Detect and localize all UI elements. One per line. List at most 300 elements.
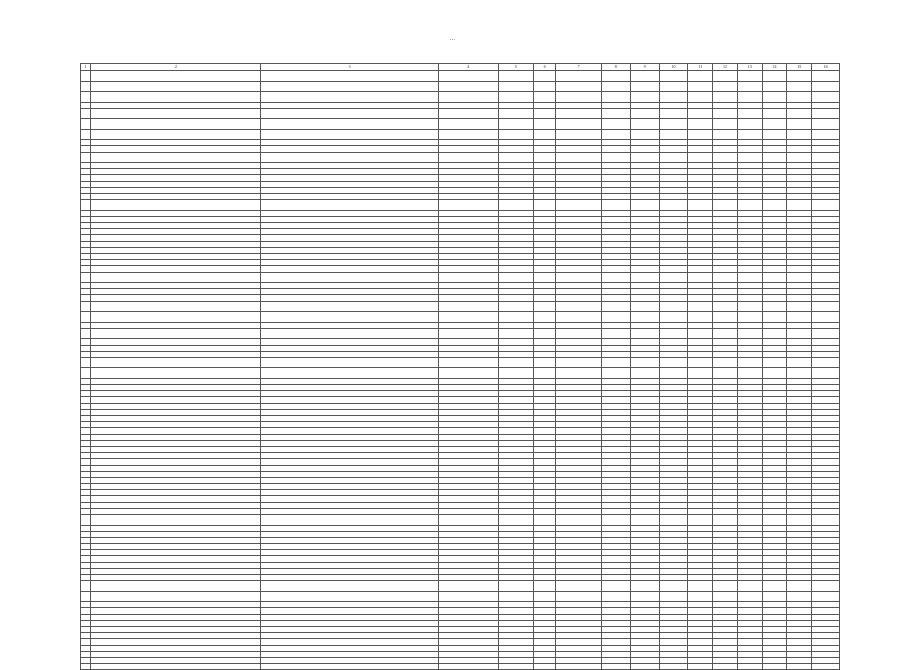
table-cell bbox=[630, 357, 659, 368]
table-cell bbox=[762, 664, 787, 670]
table-cell bbox=[81, 581, 91, 592]
table-cell bbox=[601, 81, 630, 92]
table-cell bbox=[787, 301, 812, 312]
table-cell bbox=[659, 71, 688, 82]
table-cell bbox=[812, 71, 840, 82]
table-cell bbox=[81, 368, 91, 379]
table-row bbox=[81, 92, 840, 103]
table-cell bbox=[498, 368, 533, 379]
table-cell bbox=[812, 272, 840, 283]
table-cell bbox=[601, 152, 630, 163]
table-cell bbox=[737, 357, 762, 368]
table-cell bbox=[812, 591, 840, 602]
table-cell bbox=[737, 581, 762, 592]
table-cell bbox=[688, 152, 713, 163]
register-table-body bbox=[81, 71, 840, 670]
table-cell bbox=[498, 108, 533, 119]
table-cell bbox=[91, 119, 261, 130]
table-row bbox=[81, 272, 840, 283]
table-cell bbox=[533, 152, 556, 163]
table-cell bbox=[787, 129, 812, 140]
column-header: 14 bbox=[762, 64, 787, 71]
table-cell bbox=[713, 312, 738, 323]
table-cell bbox=[81, 152, 91, 163]
table-cell bbox=[91, 92, 261, 103]
table-row bbox=[81, 368, 840, 379]
table-cell bbox=[438, 357, 498, 368]
table-cell bbox=[630, 591, 659, 602]
table-cell bbox=[762, 81, 787, 92]
table-cell bbox=[688, 71, 713, 82]
table-cell bbox=[81, 81, 91, 92]
table-cell bbox=[438, 272, 498, 283]
table-cell bbox=[601, 119, 630, 130]
table-cell bbox=[91, 581, 261, 592]
table-cell bbox=[601, 312, 630, 323]
table-cell bbox=[498, 515, 533, 526]
table-row bbox=[81, 328, 840, 339]
table-cell bbox=[91, 515, 261, 526]
table-cell bbox=[91, 272, 261, 283]
table-cell bbox=[762, 272, 787, 283]
table-cell bbox=[737, 119, 762, 130]
table-cell bbox=[688, 108, 713, 119]
table-cell bbox=[81, 591, 91, 602]
table-cell bbox=[787, 515, 812, 526]
table-cell bbox=[688, 581, 713, 592]
table-cell bbox=[659, 129, 688, 140]
table-cell bbox=[261, 368, 438, 379]
table-cell bbox=[438, 92, 498, 103]
table-cell bbox=[261, 119, 438, 130]
table-cell bbox=[556, 357, 601, 368]
table-cell bbox=[498, 152, 533, 163]
table-cell bbox=[812, 152, 840, 163]
table-cell bbox=[688, 368, 713, 379]
table-cell bbox=[601, 581, 630, 592]
table-cell bbox=[787, 312, 812, 323]
table-cell bbox=[659, 272, 688, 283]
table-cell bbox=[91, 129, 261, 140]
table-cell bbox=[438, 591, 498, 602]
table-cell bbox=[713, 81, 738, 92]
table-cell bbox=[713, 515, 738, 526]
table-row bbox=[81, 200, 840, 211]
table-cell bbox=[787, 368, 812, 379]
column-header: 1 bbox=[81, 64, 91, 71]
table-cell bbox=[659, 312, 688, 323]
table-cell bbox=[261, 328, 438, 339]
table-row bbox=[81, 664, 840, 670]
table-cell bbox=[438, 301, 498, 312]
table-cell bbox=[556, 119, 601, 130]
table-cell bbox=[812, 368, 840, 379]
column-header: 3 bbox=[261, 64, 438, 71]
table-cell bbox=[533, 108, 556, 119]
table-cell bbox=[659, 664, 688, 670]
table-cell bbox=[498, 71, 533, 82]
table-cell bbox=[81, 515, 91, 526]
table-row bbox=[81, 312, 840, 323]
table-cell bbox=[630, 129, 659, 140]
table-cell bbox=[762, 312, 787, 323]
table-cell bbox=[91, 200, 261, 211]
table-cell bbox=[498, 591, 533, 602]
table-cell bbox=[713, 664, 738, 670]
table-row bbox=[81, 357, 840, 368]
table-cell bbox=[659, 200, 688, 211]
table-cell bbox=[659, 92, 688, 103]
table-cell bbox=[713, 328, 738, 339]
table-row bbox=[81, 129, 840, 140]
table-cell bbox=[630, 328, 659, 339]
table-cell bbox=[556, 152, 601, 163]
table-cell bbox=[762, 368, 787, 379]
table-row bbox=[81, 81, 840, 92]
table-cell bbox=[762, 152, 787, 163]
table-cell bbox=[261, 92, 438, 103]
table-cell bbox=[498, 664, 533, 670]
table-cell bbox=[261, 71, 438, 82]
table-cell bbox=[533, 581, 556, 592]
table-cell bbox=[688, 312, 713, 323]
column-header: 15 bbox=[787, 64, 812, 71]
table-cell bbox=[498, 92, 533, 103]
table-cell bbox=[533, 301, 556, 312]
table-cell bbox=[812, 664, 840, 670]
table-cell bbox=[630, 152, 659, 163]
table-cell bbox=[688, 119, 713, 130]
table-cell bbox=[688, 664, 713, 670]
table-cell bbox=[91, 328, 261, 339]
table-cell bbox=[737, 81, 762, 92]
table-cell bbox=[601, 357, 630, 368]
table-cell bbox=[261, 108, 438, 119]
table-cell bbox=[556, 301, 601, 312]
table-cell bbox=[601, 71, 630, 82]
table-cell bbox=[659, 301, 688, 312]
table-cell bbox=[630, 581, 659, 592]
table-cell bbox=[659, 81, 688, 92]
table-cell bbox=[438, 368, 498, 379]
table-cell bbox=[533, 328, 556, 339]
table-cell bbox=[261, 152, 438, 163]
table-cell bbox=[737, 272, 762, 283]
table-cell bbox=[556, 312, 601, 323]
table-cell bbox=[812, 129, 840, 140]
table-cell bbox=[601, 664, 630, 670]
table-cell bbox=[630, 272, 659, 283]
table-cell bbox=[533, 664, 556, 670]
column-header: 11 bbox=[688, 64, 713, 71]
table-cell bbox=[556, 200, 601, 211]
table-cell bbox=[688, 200, 713, 211]
table-cell bbox=[713, 129, 738, 140]
table-cell bbox=[498, 328, 533, 339]
table-cell bbox=[812, 81, 840, 92]
table-cell bbox=[601, 591, 630, 602]
table-cell bbox=[556, 328, 601, 339]
table-cell bbox=[438, 81, 498, 92]
table-cell bbox=[261, 81, 438, 92]
table-cell bbox=[688, 81, 713, 92]
table-cell bbox=[787, 92, 812, 103]
column-header: 8 bbox=[601, 64, 630, 71]
table-cell bbox=[812, 328, 840, 339]
table-cell bbox=[498, 581, 533, 592]
table-cell bbox=[81, 328, 91, 339]
table-cell bbox=[81, 272, 91, 283]
table-cell bbox=[659, 119, 688, 130]
table-cell bbox=[556, 591, 601, 602]
table-cell bbox=[261, 664, 438, 670]
table-cell bbox=[556, 581, 601, 592]
table-cell bbox=[438, 71, 498, 82]
table-cell bbox=[81, 200, 91, 211]
table-cell bbox=[787, 81, 812, 92]
table-cell bbox=[81, 92, 91, 103]
table-cell bbox=[812, 108, 840, 119]
table-cell bbox=[812, 301, 840, 312]
table-cell bbox=[688, 129, 713, 140]
table-cell bbox=[556, 108, 601, 119]
table-cell bbox=[659, 152, 688, 163]
table-cell bbox=[91, 301, 261, 312]
table-cell bbox=[659, 328, 688, 339]
table-cell bbox=[601, 328, 630, 339]
table-cell bbox=[812, 119, 840, 130]
table-cell bbox=[713, 200, 738, 211]
table-cell bbox=[438, 664, 498, 670]
column-header: 2 bbox=[91, 64, 261, 71]
table-cell bbox=[737, 152, 762, 163]
table-cell bbox=[261, 200, 438, 211]
table-cell bbox=[812, 581, 840, 592]
table-cell bbox=[713, 119, 738, 130]
table-cell bbox=[659, 581, 688, 592]
table-cell bbox=[261, 301, 438, 312]
table-cell bbox=[556, 368, 601, 379]
table-row bbox=[81, 119, 840, 130]
table-cell bbox=[261, 312, 438, 323]
table-cell bbox=[787, 357, 812, 368]
table-cell bbox=[601, 301, 630, 312]
table-cell bbox=[533, 591, 556, 602]
table-cell bbox=[762, 129, 787, 140]
column-header: 16 bbox=[812, 64, 840, 71]
table-cell bbox=[762, 515, 787, 526]
table-cell bbox=[630, 200, 659, 211]
table-cell bbox=[630, 108, 659, 119]
column-header: 10 bbox=[659, 64, 688, 71]
table-cell bbox=[91, 368, 261, 379]
table-cell bbox=[762, 328, 787, 339]
table-cell bbox=[556, 92, 601, 103]
table-cell bbox=[601, 108, 630, 119]
table-cell bbox=[533, 357, 556, 368]
table-cell bbox=[81, 129, 91, 140]
table-cell bbox=[438, 328, 498, 339]
table-cell bbox=[498, 301, 533, 312]
column-header: 13 bbox=[737, 64, 762, 71]
table-cell bbox=[659, 515, 688, 526]
table-cell bbox=[498, 119, 533, 130]
table-cell bbox=[601, 272, 630, 283]
table-cell bbox=[787, 119, 812, 130]
table-cell bbox=[787, 581, 812, 592]
table-cell bbox=[713, 71, 738, 82]
table-cell bbox=[713, 92, 738, 103]
table-cell bbox=[438, 119, 498, 130]
table-cell bbox=[812, 92, 840, 103]
table-cell bbox=[659, 591, 688, 602]
table-cell bbox=[688, 515, 713, 526]
table-cell bbox=[438, 108, 498, 119]
table-cell bbox=[737, 92, 762, 103]
table-cell bbox=[261, 129, 438, 140]
table-cell bbox=[787, 272, 812, 283]
table-cell bbox=[498, 272, 533, 283]
table-cell bbox=[737, 108, 762, 119]
table-cell bbox=[737, 328, 762, 339]
table-row bbox=[81, 301, 840, 312]
table-cell bbox=[787, 664, 812, 670]
table-cell bbox=[659, 357, 688, 368]
table-cell bbox=[762, 581, 787, 592]
table-cell bbox=[713, 272, 738, 283]
table-cell bbox=[762, 71, 787, 82]
table-row bbox=[81, 591, 840, 602]
page-number: … bbox=[449, 36, 456, 42]
table-cell bbox=[737, 301, 762, 312]
table-cell bbox=[688, 328, 713, 339]
table-cell bbox=[601, 92, 630, 103]
table-cell bbox=[91, 81, 261, 92]
table-row bbox=[81, 152, 840, 163]
table-cell bbox=[812, 200, 840, 211]
table-cell bbox=[630, 92, 659, 103]
table-cell bbox=[81, 108, 91, 119]
table-cell bbox=[556, 71, 601, 82]
table-cell bbox=[688, 301, 713, 312]
table-cell bbox=[630, 368, 659, 379]
table-cell bbox=[737, 129, 762, 140]
table-cell bbox=[81, 312, 91, 323]
table-row bbox=[81, 71, 840, 82]
table-cell bbox=[688, 92, 713, 103]
table-cell bbox=[713, 152, 738, 163]
table-cell bbox=[498, 81, 533, 92]
table-cell bbox=[91, 108, 261, 119]
table-cell bbox=[787, 152, 812, 163]
table-cell bbox=[713, 357, 738, 368]
table-cell bbox=[533, 92, 556, 103]
table-row bbox=[81, 581, 840, 592]
column-header: 9 bbox=[630, 64, 659, 71]
table-cell bbox=[630, 515, 659, 526]
table-cell bbox=[713, 581, 738, 592]
column-header: 5 bbox=[498, 64, 533, 71]
table-cell bbox=[81, 664, 91, 670]
table-cell bbox=[762, 200, 787, 211]
table-cell bbox=[762, 357, 787, 368]
table-cell bbox=[787, 71, 812, 82]
table-cell bbox=[713, 591, 738, 602]
table-cell bbox=[601, 368, 630, 379]
table-cell bbox=[498, 357, 533, 368]
table-cell bbox=[438, 312, 498, 323]
table-cell bbox=[81, 71, 91, 82]
table-cell bbox=[601, 515, 630, 526]
table-cell bbox=[688, 272, 713, 283]
table-cell bbox=[737, 71, 762, 82]
table-cell bbox=[261, 357, 438, 368]
table-cell bbox=[261, 581, 438, 592]
table-cell bbox=[438, 152, 498, 163]
table-cell bbox=[812, 357, 840, 368]
table-cell bbox=[438, 581, 498, 592]
table-cell bbox=[556, 81, 601, 92]
table-cell bbox=[91, 152, 261, 163]
column-header: 4 bbox=[438, 64, 498, 71]
table-cell bbox=[762, 591, 787, 602]
table-cell bbox=[630, 301, 659, 312]
table-cell bbox=[659, 368, 688, 379]
column-header: 6 bbox=[533, 64, 556, 71]
table-cell bbox=[81, 119, 91, 130]
table-cell bbox=[261, 515, 438, 526]
table-cell bbox=[533, 71, 556, 82]
table-cell bbox=[533, 515, 556, 526]
table-cell bbox=[533, 200, 556, 211]
table-row bbox=[81, 515, 840, 526]
table-cell bbox=[556, 129, 601, 140]
table-cell bbox=[498, 129, 533, 140]
table-cell bbox=[737, 368, 762, 379]
table-cell bbox=[498, 312, 533, 323]
table-cell bbox=[630, 312, 659, 323]
table-cell bbox=[787, 200, 812, 211]
table-cell bbox=[556, 272, 601, 283]
table-cell bbox=[556, 664, 601, 670]
table-cell bbox=[91, 312, 261, 323]
table-cell bbox=[787, 328, 812, 339]
table-cell bbox=[762, 119, 787, 130]
table-cell bbox=[787, 108, 812, 119]
table-cell bbox=[81, 301, 91, 312]
table-cell bbox=[533, 368, 556, 379]
table-cell bbox=[713, 368, 738, 379]
table-cell bbox=[737, 591, 762, 602]
table-cell bbox=[438, 129, 498, 140]
table-cell bbox=[737, 515, 762, 526]
table-cell bbox=[762, 108, 787, 119]
column-header: 7 bbox=[556, 64, 601, 71]
table-cell bbox=[261, 272, 438, 283]
table-cell bbox=[533, 119, 556, 130]
table-cell bbox=[601, 129, 630, 140]
register-table bbox=[80, 63, 840, 670]
table-cell bbox=[630, 71, 659, 82]
table-cell bbox=[556, 515, 601, 526]
table-cell bbox=[91, 71, 261, 82]
table-cell bbox=[630, 81, 659, 92]
header-row bbox=[81, 64, 840, 71]
table-cell bbox=[533, 272, 556, 283]
table-cell bbox=[91, 591, 261, 602]
table-cell bbox=[630, 119, 659, 130]
table-cell bbox=[533, 129, 556, 140]
